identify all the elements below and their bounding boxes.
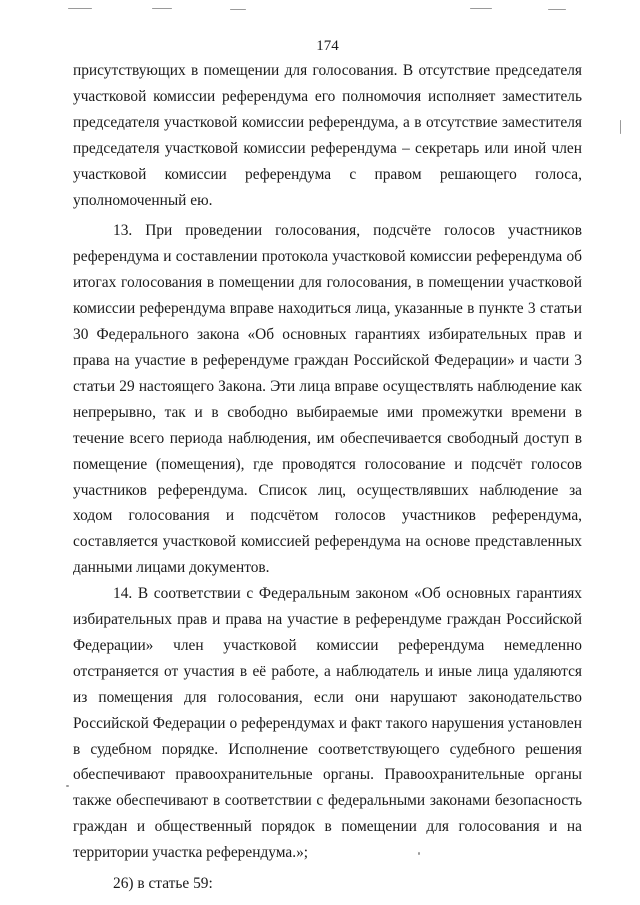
scan-artifact	[548, 9, 566, 10]
paragraph-item-26: 26) в статье 59:	[113, 875, 213, 893]
scan-artifact	[66, 785, 69, 787]
document-page	[73, 36, 582, 897]
scan-artifact	[152, 8, 172, 9]
scan-artifact	[620, 120, 621, 134]
paragraph-item-13: 13. При проведении голосования, подсчёте голосов участников референдума и составлении протокола участковой комиссии референдума об итогах голосования в помещении для голосования, в помещении участковой комиссии референдума вправе находиться лица, указанные в пункте 3 статьи 30 Федерального закона «Об основных гарантиях избирательных прав и права на участие в референдуме граждан Российской Федерации» и части 3 статьи 29 настоящего Закона. Эти лица вправе осуществлять наблюдение как непрерывно, так и в свободно выбираемые ими промежутки времени в течение всего периода наблюдения, им обеспечивается свободный доступ в помещение (помещения), где проводятся голосование и подсчёт голосов участников референдума. Список лиц, осуществлявших наблюдение за ходом голосования и подсчётом голосов участников референдума, составляется участковой комиссией референдума на основе представленных данными лицами документов.	[73, 222, 582, 577]
scan-artifact	[230, 9, 246, 10]
scan-artifact	[68, 8, 92, 9]
page-number: 174	[316, 38, 339, 54]
scan-artifact	[470, 8, 492, 9]
paragraph-continuation: присутствующих в помещении для голосования. В отсутствие председателя участковой комиссии референдума его полномочия исполняет заместитель председателя участковой комиссии референдума, а в отсутствие заместителя председателя участковой комиссии референдума – секретарь или иной член участковой комиссии референдума с правом решающего голоса, уполномоченный ею.	[73, 62, 582, 209]
paragraph-item-14: 14. В соответствии с Федеральным законом «Об основных гарантиях избирательных прав и права на участие в референдуме граждан Российской Федерации» член участковой комиссии референдума немедленно отстраняется от участия в её работе, а наблюдатель и иные лица удаляются из помещения для голосования, если они нарушают законодательство Российской Федерации о референдумах и факт такого нарушения установлен в судебном порядке. Исполнение соответствующего судебного решения обеспечивают правоохранительные органы. Правоохранительные органы также обеспечивают в соответствии с федеральными законами безопасность граждан и общественный порядок в помещении для голосования и на территории участка референдума.»;	[73, 585, 582, 862]
